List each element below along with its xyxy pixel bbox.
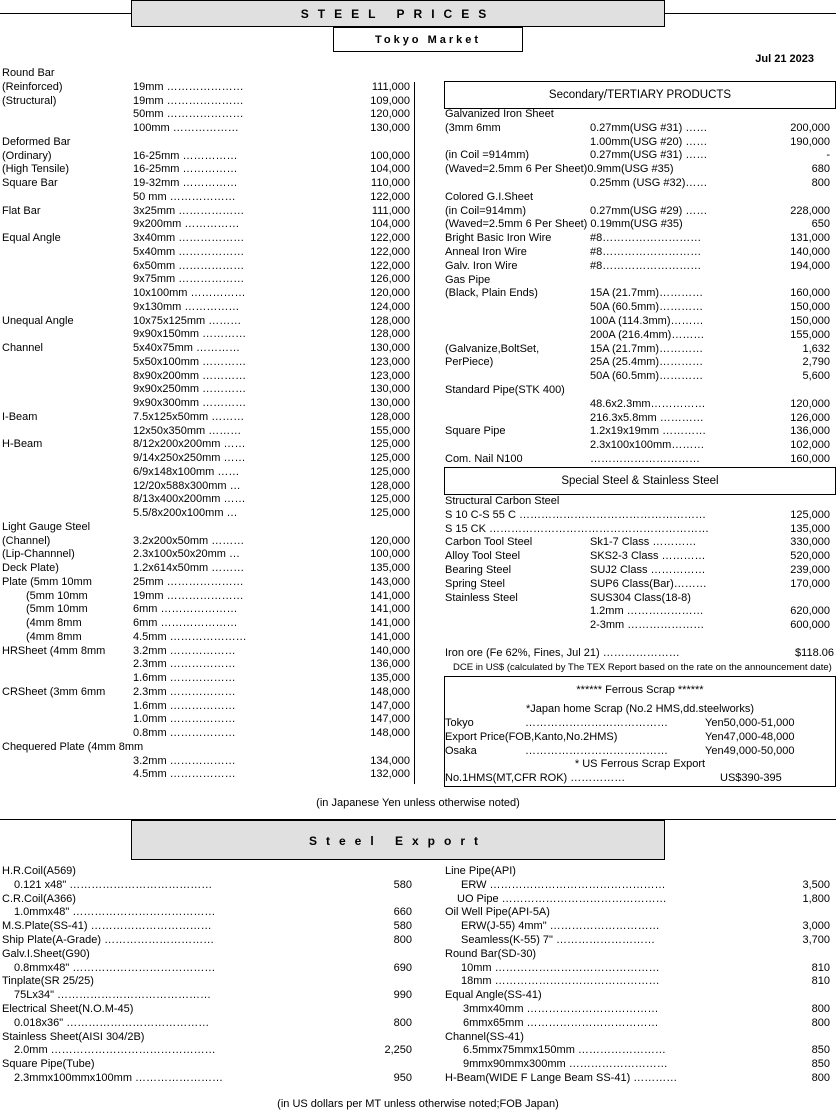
product-spec: 50mm ………………… [133,108,244,121]
export-price: 1,800 [802,892,830,905]
price-value: 130,000 [370,122,410,134]
price-value: 600,000 [790,619,830,632]
product-spec: 25mm ………………… [133,575,244,588]
product-spec: 3x25mm ……………… [133,204,245,217]
product-name: (4mm 8mm [26,617,82,629]
product-spec: ………………………… [590,453,700,465]
product-spec: 10x100mm …………… [133,287,246,299]
export-product: 75Lx34" …………………………………… [14,989,212,1002]
price-value: 132,000 [370,768,410,781]
scrap-price: Yen49,000-50,000 [705,744,795,757]
product-name: (5mm 10mm [26,589,88,602]
export-product: H.R.Coil(A569) [2,865,76,877]
product-name: Plate (5mm 10mm [2,575,92,588]
product-name: (in Coil =914mm) [445,149,530,162]
export-product: Seamless(K-55) 7" ……………………… [461,934,655,946]
price-value: 141,000 [370,589,410,602]
price-value: 136,000 [370,658,410,671]
product-spec: 5x40mm ……………… [133,245,245,258]
export-price: 580 [393,878,412,891]
product-spec: 50A (60.5mm)………… [590,370,704,383]
product-spec: 15A (21.7mm)………… [590,342,704,355]
product-spec: 6mm ………………… [133,617,238,629]
price-value: 330,000 [790,536,830,549]
product-name: Bright Basic Iron Wire [445,232,552,245]
export-product: 9mmx90mmx300mm ……………………… [463,1058,668,1071]
product-spec: Sk1-7 Class ………… [590,536,697,549]
product-spec: 12/20x588x300mm … [133,479,241,492]
product-spec: 9x90x300mm ………… [133,397,247,409]
export-price: 810 [811,961,830,974]
price-value: 128,000 [370,314,410,327]
product-spec: 25A (25.4mm)………… [590,356,704,369]
steel-export-title: Steel Export [308,834,488,848]
export-price: 800 [393,1016,412,1029]
product-name: Standard Pipe(STK 400) [445,384,565,396]
product-spec: 8x90x200mm ………… [133,369,247,382]
product-spec: 9x90x150mm ………… [133,328,247,341]
export-product: C.R.Coil(A366) [2,892,76,905]
price-value: 160,000 [790,453,830,465]
price-value: 5,600 [802,370,830,383]
price-value: 126,000 [790,411,830,424]
price-value: 194,000 [790,259,830,272]
export-product: Line Pipe(API) [445,865,516,877]
price-value: 141,000 [370,617,410,629]
price-value: 140,000 [370,644,410,657]
product-spec: 19mm ………………… [133,80,244,93]
product-spec: 2.3mm ……………… [133,658,236,671]
product-spec: 0.27mm(USG #31) …… [590,121,708,134]
product-spec: 1.2mm ………………… [590,605,704,618]
export-product: Galv.I.Sheet(G90) [2,947,90,960]
market-subtitle-text: Tokyo Market [374,34,482,46]
product-name: Unequal Angle [2,314,74,327]
product-spec: 10x75x125mm ……… [133,314,242,327]
price-value: 2,790 [802,356,830,369]
product-spec: 0.27mm(USG #31) …… [590,149,708,162]
price-value: 140,000 [790,246,830,258]
product-name: Carbon Tool Steel [445,536,533,549]
product-spec: 3x40mm ……………… [133,232,245,244]
product-spec: 5x50x100mm ………… [133,355,247,368]
product-spec: 1.2x614x50mm ……… [133,562,245,574]
price-value: 100,000 [370,548,410,561]
price-value: 143,000 [370,575,410,588]
product-spec: 12x50x350mm ……… [133,424,242,437]
product-spec: 0.8mm ……………… [133,727,236,739]
ferrous-scrap-title: ****** Ferrous Scrap ****** [576,684,704,696]
product-spec: SUP6 Class(Bar)……… [590,577,707,590]
product-spec: 4.5mm ……………… [133,768,236,781]
product-spec: 4.5mm ………………… [133,630,247,643]
price-value: 122,000 [370,245,410,258]
price-value: 228,000 [790,204,830,217]
scrap-leader: ………………………………… [525,717,668,729]
product-spec: 9x200mm …………… [133,218,240,231]
price-value: 190,000 [790,135,830,148]
product-name: Square Pipe [445,425,506,438]
export-product: Stainless Sheet(AISI 304/2B) [2,1030,145,1043]
product-spec: 1.00mm(USG #20) …… [590,135,708,148]
product-spec: 5x40x75mm ………… [133,342,240,354]
special-steel-header [444,467,836,495]
export-product: H-Beam(WIDE F Lange Beam SS-41) ………… [445,1072,678,1084]
price-value: 102,000 [790,439,830,452]
price-value: 104,000 [370,163,410,176]
product-spec: SKS2-3 Class ………… [590,550,706,563]
page-title [131,0,665,27]
product-spec: SUJ2 Class …………… [590,564,706,576]
price-value: 111,000 [371,80,410,93]
product-spec: #8……………………… [590,259,702,272]
product-spec: 19mm ………………… [133,94,244,107]
product-spec: 2.3mm ……………… [133,685,236,698]
price-value: 110,000 [371,177,410,189]
price-value: 128,000 [370,328,410,341]
export-product: 1.0mmx48" ………………………………… [14,906,216,919]
price-value: 100,000 [370,149,410,162]
export-price: 660 [393,906,412,919]
product-spec: 15A (21.7mm)………… [590,287,704,300]
export-product: ERW(J-55) 4mm" ………………………… [461,920,660,933]
product-name: I-Beam [2,410,38,423]
export-product: Ship Plate(A-Grade) ………………………… [2,934,215,946]
export-price: 850 [811,1058,830,1071]
product-name: CRSheet (3mm 6mm [2,685,106,698]
steel-export-header [131,820,665,860]
price-value: 131,000 [790,232,830,245]
product-name: Galvanized Iron Sheet [445,108,554,120]
product-spec: 6/9x148x100mm …… [133,465,240,478]
product-spec: 1.6mm ……………… [133,672,236,684]
price-value: 120,000 [370,108,410,121]
export-product: 2.3mmx100mmx100mm …………………… [14,1072,224,1084]
price-value: 128,000 [370,410,410,423]
price-value: 148,000 [370,685,410,698]
export-product: Electrical Sheet(N.O.M-45) [2,1003,134,1015]
price-value: 148,000 [370,727,410,739]
export-product: ERW ………………………………………… [461,878,666,891]
product-name: Anneal Iron Wire [445,246,527,258]
product-spec: 19-32mm …………… [133,177,238,189]
product-name: (Structural) [2,94,57,107]
export-product: 18mm ……………………………………… [461,975,660,988]
price-value: 122,000 [370,232,410,244]
product-name: Round Bar [2,67,55,79]
scrap-price: Yen50,000-51,000 [705,717,795,729]
price-value: 147,000 [370,713,410,726]
iron-ore-note: DCE in US$ (calculated by The TEX Report based on the rate on the announcement date) [453,662,832,673]
export-price: 3,000 [802,920,830,933]
price-value: 125,000 [790,508,830,521]
product-spec: 100A (114.3mm)……… [590,315,704,327]
export-price: 800 [811,1072,830,1084]
product-spec: 1.0mm ……………… [133,713,236,726]
product-name: Bearing Steel [445,564,512,576]
page-title-text: STEEL PRICES [300,7,496,21]
product-name: PerPiece) [445,356,494,369]
export-price: 850 [811,1044,830,1057]
price-value: 135,000 [370,672,410,684]
product-spec: 100mm ……………… [133,122,239,134]
price-value: 122,000 [370,190,410,203]
price-value: 200,000 [790,121,830,134]
product-name: (3mm 6mm [445,121,501,134]
price-value: 680 [811,163,830,176]
product-name: (4mm 8mm [26,630,82,643]
price-value: 125,000 [370,507,410,519]
scrap-location: Osaka [445,744,477,757]
price-value: 125,000 [370,438,410,451]
price-value: 123,000 [370,369,410,382]
product-name: S 15 CK …………………………………………………… [445,522,710,535]
export-product: M.S.Plate(SS-41) …………………………… [2,920,212,933]
price-value: 120,000 [790,397,830,410]
export-product: 10mm ……………………………………… [461,961,660,974]
product-name: Alloy Tool Steel [445,550,521,563]
product-spec: SUS304 Class(18-8) [590,591,691,604]
price-value: 160,000 [790,287,830,300]
product-spec: 8/13x400x200mm …… [133,493,246,506]
product-spec: 1.2x19x19mm ………… [590,425,707,438]
market-subtitle [333,27,523,52]
product-spec: #8……………………… [590,232,702,245]
product-name: Flat Bar [2,204,41,217]
price-value: 135,000 [790,522,830,535]
export-price: 3,500 [802,878,830,891]
us-scrap-label: No.1HMS(MT,CFR ROK) …………… [445,772,626,784]
report-date: Jul 21 2023 [755,53,814,65]
product-name: (Ordinary) [2,149,52,162]
scrap-location: Export Price(FOB,Kanto,No.2HMS) [445,730,618,743]
product-name: (in Coil=914mm) [445,204,526,217]
export-price: 3,700 [802,934,830,946]
price-value: 1,632 [802,342,830,355]
product-spec: 6mm ………………… [133,603,238,616]
product-name: (Lip-Channnel) [2,548,75,561]
price-value: 155,000 [370,424,410,437]
product-name: Channel [2,342,43,354]
iron-ore-value: $118.06 [795,647,834,659]
price-value: 800 [811,177,830,189]
iron-ore-label: Iron ore (Fe 62%, Fines, Jul 21) ………………… [445,647,680,659]
product-spec: 0.25mm (USG #32)…… [590,177,708,189]
product-spec: 3.2mm ……………… [133,754,236,767]
product-spec: 2.3x100x100mm……… [590,439,705,452]
product-name: Structural Carbon Steel [445,495,560,507]
product-spec: #8……………………… [590,246,702,258]
product-name: Light Gauge Steel [2,520,91,533]
us-scrap-value: US$390-395 [720,772,782,784]
usd-note: (in US dollars per MT unless otherwise noted;FOB Japan) [277,1098,559,1110]
product-spec: 50A (60.5mm)………… [590,301,704,314]
secondary-products-title: Secondary/TERTIARY PRODUCTS [548,89,732,101]
product-spec: 2.3x100x50x20mm … [133,548,240,561]
price-value: 125,000 [370,465,410,478]
price-value: 134,000 [370,754,410,767]
product-spec: 19mm ………………… [133,589,244,602]
price-value: 125,000 [370,452,410,464]
product-spec: 0.27mm(USG #29) …… [590,204,708,217]
export-price: 810 [811,975,830,988]
price-value: 124,000 [370,300,410,313]
product-spec: 6x50mm ……………… [133,259,245,272]
product-name: (Waved=2.5mm 6 Per Sheet) 0.19mm(USG #35) [445,218,683,231]
price-value: - [826,149,830,162]
product-name: Com. Nail N100 [445,453,523,465]
price-value: 125,000 [370,493,410,506]
product-spec: 50 mm ……………… [133,190,236,203]
product-spec: 9/14x250x250mm …… [133,452,246,464]
price-value: 126,000 [370,273,410,286]
product-name: S 10 C-S 55 C …………………………………………… [445,508,706,521]
scrap-location: Tokyo [445,717,474,729]
export-price: 800 [811,1003,830,1015]
product-name: (Waved=2.5mm 6 Per Sheet)0.9mm(USG #35) [445,163,674,176]
product-spec: 8/12x200x200mm …… [133,438,246,451]
price-value: 147,000 [370,699,410,712]
product-spec: 7.5x125x50mm ……… [133,410,245,423]
scrap-price: Yen47,000-48,000 [705,730,795,743]
product-name: Galv. Iron Wire [445,259,518,272]
product-spec: 9x75mm ……………… [133,273,245,286]
product-name: H-Beam [2,438,43,451]
product-spec: 16-25mm …………… [133,163,238,176]
japan-scrap-title: *Japan home Scrap (No.2 HMS,dd.steelworks) [525,703,755,715]
price-value: 150,000 [790,315,830,327]
export-price: 990 [393,989,412,1002]
yen-note: (in Japanese Yen unless otherwise noted) [316,797,520,809]
product-spec: 200A (216.4mm)……… [590,328,705,341]
product-name: Deformed Bar [2,135,71,148]
product-name: HRSheet (4mm 8mm [2,644,106,657]
price-value: 111,000 [371,204,410,217]
price-value: 130,000 [370,383,410,396]
price-value: 141,000 [370,603,410,616]
price-value: 620,000 [790,605,830,618]
price-value: 104,000 [370,218,410,231]
export-product: 2.0mm ……………………………………… [14,1044,216,1057]
export-product: Tinplate(SR 25/25) [2,975,94,988]
export-price: 2,250 [384,1044,412,1057]
product-name: (5mm 10mm [26,603,88,616]
column-divider [414,82,415,784]
export-product: 6.5mmx75mmx150mm …………………… [463,1044,666,1057]
product-spec: 48.6x2.3mm…………… [590,397,706,410]
export-price: 580 [393,920,412,933]
product-spec: 5.5/8x200x100mm … [133,507,238,519]
price-value: 136,000 [790,425,830,438]
export-product: Channel(SS-41) [445,1030,524,1043]
product-spec: 1.6mm ……………… [133,699,236,712]
secondary-products-header [444,81,836,109]
export-product: Round Bar(SD-30) [445,947,537,960]
product-spec: 3.2x200x50mm ……… [133,534,245,547]
export-product: 3mmx40mm ……………………………… [463,1003,659,1015]
export-price: 800 [811,1016,830,1029]
product-name: Deck Plate) [2,562,59,574]
export-product: Oil Well Pipe(API-5A) [445,906,550,919]
product-name: (Galvanize,BoltSet, [445,342,540,355]
product-name: Chequered Plate (4mm 8mm [2,740,144,753]
export-product: UO Pipe ……………………………………… [457,892,667,905]
product-name: Gas Pipe [445,273,491,286]
product-name: Equal Angle [2,232,61,244]
product-name: Stainless Steel [445,591,518,604]
product-name: (High Tensile) [2,163,70,176]
price-value: 120,000 [370,287,410,299]
price-value: 123,000 [370,355,410,368]
price-value: 109,000 [370,94,410,107]
product-name: Spring Steel [445,577,505,590]
price-value: 120,000 [370,534,410,547]
product-name: Square Bar [2,177,58,189]
export-price: 690 [393,961,412,974]
price-value: 170,000 [790,577,830,590]
price-value: 650 [811,218,830,231]
scrap-leader: ………………………………… [525,744,668,757]
export-product: 6mmx65mm ……………………………… [463,1016,659,1029]
price-value: 135,000 [370,562,410,574]
price-value: 128,000 [370,479,410,492]
product-spec: 2-3mm ………………… [590,619,705,632]
price-value: 239,000 [790,564,830,576]
product-name: Colored G.I.Sheet [445,190,534,203]
us-scrap-title: * US Ferrous Scrap Export [574,758,706,770]
export-product: Equal Angle(SS-41) [445,989,542,1002]
export-price: 950 [393,1072,412,1084]
price-value: 130,000 [370,342,410,354]
product-name: (Black, Plain Ends) [445,287,538,300]
export-product: 0.8mmx48" ………………………………… [14,961,216,974]
product-spec: 216.3x5.8mm ………… [590,411,704,424]
product-spec: 16-25mm …………… [133,149,238,162]
export-product: Square Pipe(Tube) [2,1058,95,1071]
product-spec: 9x130mm …………… [133,300,240,313]
product-spec: 3.2mm ……………… [133,644,236,657]
export-product: 0.018x36" ………………………………… [14,1016,210,1029]
export-price: 800 [393,934,412,946]
price-value: 520,000 [790,550,830,563]
export-product: 0.121 x48" ………………………………… [14,878,213,891]
product-name: (Channel) [2,534,51,547]
special-steel-title: Special Steel & Stainless Steel [561,475,719,487]
price-value: 155,000 [790,328,830,341]
price-value: 122,000 [370,259,410,272]
price-value: 130,000 [370,397,410,409]
product-name: (Reinforced) [2,80,63,93]
product-spec: 9x90x250mm ………… [133,383,247,396]
price-value: 150,000 [790,301,830,314]
price-value: 141,000 [370,630,410,643]
